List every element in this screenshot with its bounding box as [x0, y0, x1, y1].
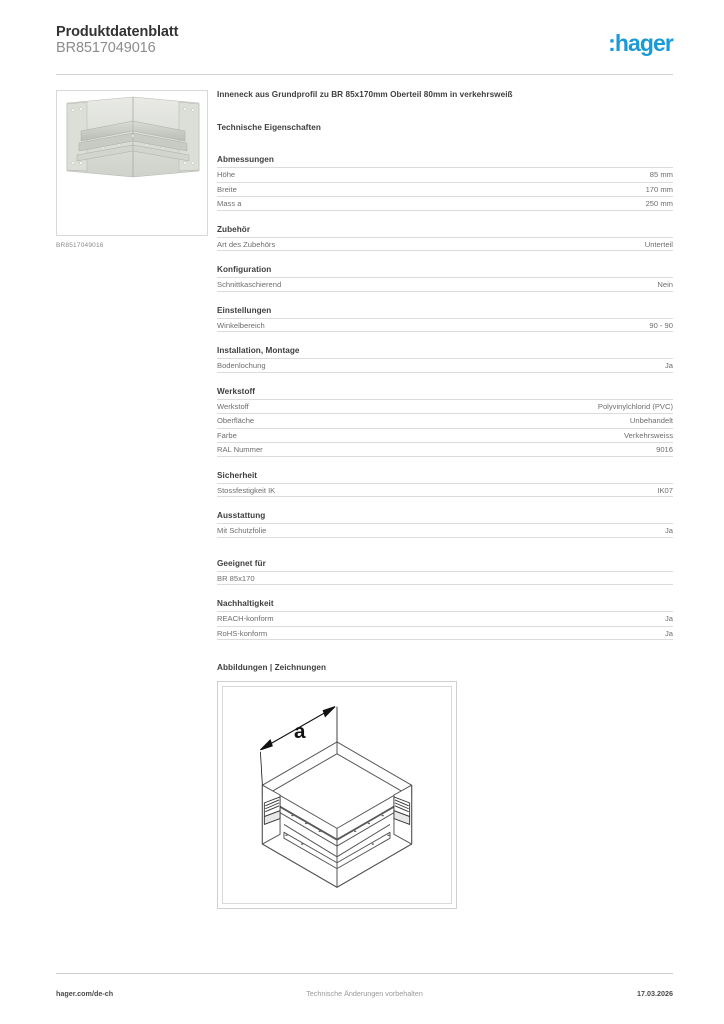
spec-group [217, 559, 673, 586]
footer-divider [56, 973, 673, 974]
spec-row [217, 428, 673, 443]
spec-row [217, 358, 673, 373]
spec-value: 170 mm [645, 184, 673, 194]
technical-drawing-frame [217, 681, 457, 909]
spec-row [217, 277, 673, 292]
spec-value: Ja [664, 526, 673, 535]
spec-label: Stossfestigkeit IK [217, 485, 276, 495]
spec-row [217, 626, 673, 641]
spec-group [217, 265, 673, 292]
spec-label: Mass a [217, 199, 242, 208]
spec-value: Ja [664, 614, 673, 623]
hager-logo: :hager [608, 30, 673, 56]
spec-group [217, 599, 673, 640]
spec-group [217, 387, 673, 457]
spec-row [217, 399, 673, 414]
spec-value: Verkehrsweiss [624, 430, 673, 440]
drawings-heading: Abbildungen | Zeichnungen [217, 663, 327, 672]
spec-label: REACH-konform [217, 614, 274, 623]
spec-group-title: Konfiguration [217, 265, 272, 274]
technical-properties-heading: Technische Eigenschaften [217, 123, 321, 132]
spec-label: Schnittkaschierend [217, 280, 282, 289]
spec-label: Oberfläche [217, 416, 255, 425]
spec-value: Ja [664, 361, 673, 370]
technical-drawing-graphic [223, 687, 451, 903]
spec-label: BR 85x170 [217, 573, 255, 583]
spec-value: 250 mm [645, 199, 673, 208]
spec-group-title: Sicherheit [217, 470, 258, 480]
technical-drawing [222, 686, 452, 904]
spec-label: Werkstoff [217, 401, 249, 411]
spec-group-title: Installation, Montage [217, 346, 300, 355]
product-photo-image [57, 91, 208, 183]
spec-row [217, 571, 673, 586]
footer-website-link[interactable]: hager.com/de-ch [56, 989, 114, 998]
product-reference: BR8517049016 [56, 40, 156, 56]
spec-value: Nein [657, 280, 673, 289]
spec-group-title: Zubehör [217, 224, 251, 234]
spec-row [217, 413, 673, 428]
spec-value: 85 mm [649, 170, 673, 179]
spec-label: Art des Zubehörs [217, 239, 276, 249]
product-photo-graphic [57, 91, 208, 183]
spec-group-title: Nachhaltigkeit [217, 599, 274, 608]
spec-row [217, 318, 673, 333]
spec-value: Unbehandelt [629, 416, 673, 425]
spec-label: Breite [217, 184, 237, 194]
spec-group [217, 225, 673, 252]
spec-group-title: Einstellungen [217, 305, 272, 315]
spec-group [217, 155, 673, 211]
spec-group [217, 346, 673, 373]
spec-row [217, 483, 673, 498]
spec-group-title: Werkstoff [217, 386, 256, 396]
spec-value: Ja [664, 628, 673, 638]
spec-row [217, 196, 673, 211]
spec-label: Bodenlochung [217, 361, 266, 370]
page-header [56, 24, 673, 72]
spec-value: IK07 [657, 485, 673, 495]
spec-row [217, 167, 673, 182]
product-photo-caption: BR8517049016 [56, 242, 104, 249]
footer-date: 17.03.2026 [637, 989, 673, 998]
page-footer [56, 989, 673, 1001]
spec-value: 9016 [656, 445, 673, 454]
product-photo [56, 90, 208, 236]
drawing-dimension-label: a [293, 720, 306, 744]
spec-row [217, 611, 673, 626]
main-content [217, 90, 673, 909]
page-title: Produktdatenblatt [56, 24, 179, 40]
spec-label: RoHS-konform [217, 628, 268, 638]
spec-groups [217, 155, 673, 640]
spec-value: Polyvinylchlorid (PVC) [597, 401, 673, 411]
spec-group [217, 306, 673, 333]
spec-group [217, 471, 673, 498]
spec-row [217, 237, 673, 252]
spec-value: Unterteil [644, 239, 673, 249]
spec-label: Winkelbereich [217, 320, 265, 330]
spec-group [217, 511, 673, 538]
spec-label: Farbe [217, 430, 237, 440]
product-description: Inneneck aus Grundprofil zu BR 85x170mm Oberteil 80mm in verkehrsweiß [217, 90, 513, 99]
spec-label: RAL Nummer [217, 445, 263, 454]
footer-disclaimer: Technische Änderungen vorbehalten [306, 989, 423, 998]
spec-row [217, 182, 673, 197]
spec-group-title: Ausstattung [217, 511, 266, 520]
spec-value: 90 - 90 [649, 320, 673, 330]
spec-group-title: Abmessungen [217, 155, 274, 164]
header-divider [56, 74, 673, 75]
spec-row [217, 442, 673, 457]
spec-label: Mit Schutzfolie [217, 526, 267, 535]
spec-row [217, 523, 673, 538]
spec-label: Höhe [217, 170, 236, 179]
spec-group-title: Geeignet für [217, 558, 266, 568]
